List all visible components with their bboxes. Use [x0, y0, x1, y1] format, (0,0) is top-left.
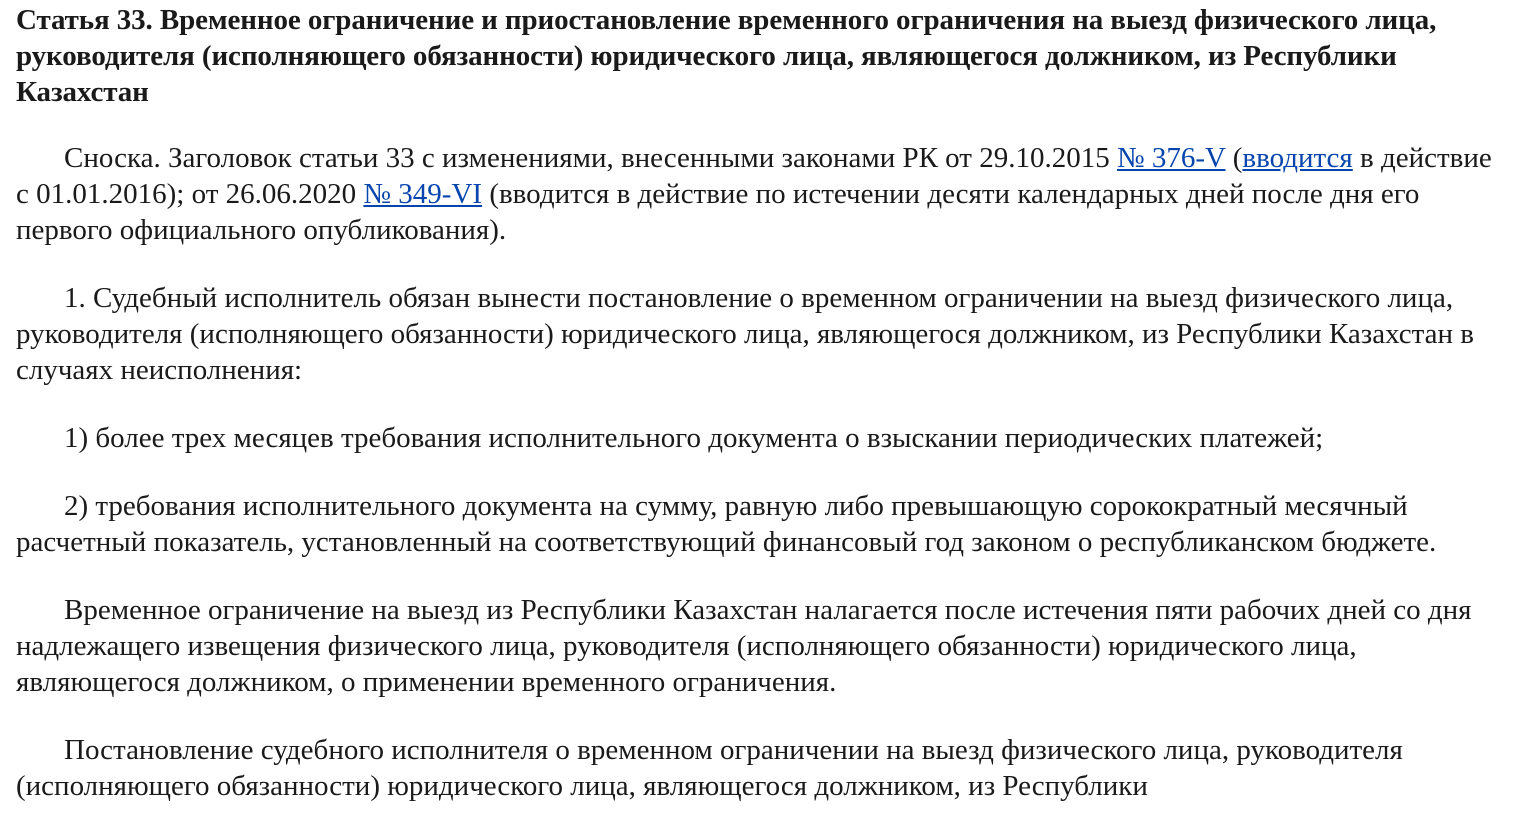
- paragraph-subitem-2: 2) требования исполнительного документа на сумму, равную либо превышающую сорокократный месячный расчетный показатель, установленный на соответствующий финансовый год законом о республиканском бюджете.: [16, 490, 1437, 558]
- paragraph-resolution: Постановление судебного исполнителя о временном ограничении на выезд физического лица, руководителя (исполняющего обязанности) юридического лица, являющегося должником, из Республики: [16, 734, 1403, 802]
- paragraph-1: 1. Судебный исполнитель обязан вынести постановление о временном ограничении на выезд физического лица, руководителя (исполняющего обязанности) юридического лица, являющегося должником, из Республики Казахстан в случаях неисполнения:: [16, 282, 1474, 386]
- law-349-vi-link[interactable]: № 349-VI: [363, 178, 483, 210]
- law-376-v-link[interactable]: № 376-V: [1116, 142, 1226, 174]
- effective-date-link[interactable]: вводится: [1242, 142, 1353, 174]
- paragraph-restriction-timing: Временное ограничение на выезд из Республики Казахстан налагается после истечения пяти рабочих дней со дня надлежащего извещения физического лица, руководителя (исполняющего обязанности) юридического лица, являющегося должником, о применении временного ограничения.: [16, 594, 1472, 698]
- article-title: Статья 33. Временное ограничение и приостановление временного ограничения на выезд физического лица, руководителя (исполняющего обязанности) юридического лица, являющегося должником, из Республики Казахстан: [16, 4, 1437, 108]
- footnote-text-3: в действие с 01.01.2016); от 26.06.2020: [16, 142, 1492, 210]
- footnote-text-1: Сноска. Заголовок статьи 33 с изменениями, внесенными законами РК от 29.10.2015: [64, 142, 1117, 174]
- footnote-text-2: (: [1225, 142, 1243, 174]
- footnote-paragraph: [16, 140, 1506, 248]
- paragraph-subitem-1: 1) более трех месяцев требования исполнительного документа о взыскании периодических платежей;: [64, 422, 1324, 454]
- footnote-text-4: (вводится в действие по истечении десяти календарных дней после дня его первого официального опубликования).: [16, 178, 1420, 246]
